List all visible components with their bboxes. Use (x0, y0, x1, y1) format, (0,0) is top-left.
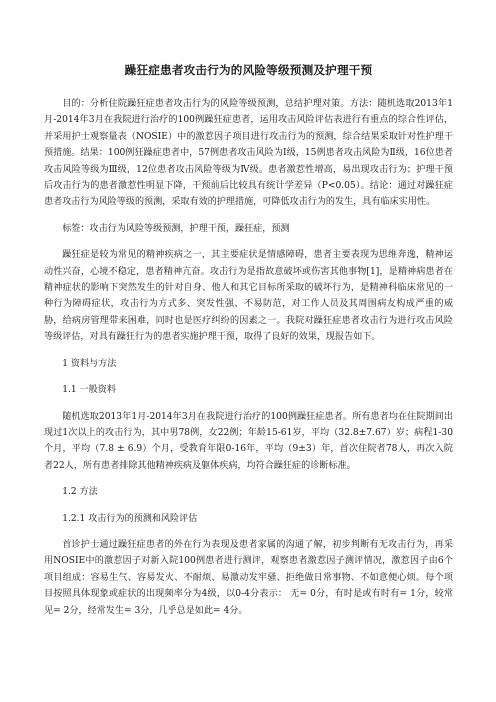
section-heading-1: 1 资料与方法 (62, 358, 117, 369)
section-heading-1-2-1: 1.2.1 攻击行为的预测和风险评估 (62, 513, 198, 524)
abstract-paragraph: 目的：分析住院躁狂症患者攻击行为的风险等级预测，总结护理对策。方法：随机选取2013年1月-2014年3月在我院进行治疗的100例躁狂症患者，运用攻击风险评估表进行有重点的综合性评估，并采用护士观察量表（NOSIE）中的激惹因子项目进行攻击行为的预测，综合结果采取针对性护理干预措施。结果：100例狂躁症患者中，57例患者攻击风险为Ⅰ级，15例患者攻击风险为Ⅱ级，16位患者攻击风险等级为Ⅲ级，12位患者攻击风险等级为Ⅳ级。患者激惹性增高，易出现攻击行为；护理干预后攻击行为的患者激惹性明显下降，干预前后比较具有统计学差异（P<0.05）。结论：通过对躁狂症患者攻击行为风险等级的预测，采取有效的护理措施，可降低攻击行为的发生，具有临床实用性。 (44, 99, 453, 208)
general-info-paragraph: 随机选取2013年1月-2014年3月在我院进行治疗的100例躁狂症患者。所有患者均在住院期间出现过1次以上的攻击行为，其中男78例，女22例；年龄15-61岁，平均（32.8±7.67）岁；病程1-30个月，平均（7.8 ± 6.9）个月，受教育年限0-16年，平均（9±3）年，首次住院者78人，再次入院者22人，所有患者排除其他精神疾病及躯体疾病，均符合躁狂症的诊断标准。 (44, 411, 453, 471)
keywords-paragraph: 标签：攻击行为风险等级预测，护理干预，躁狂症，预测 (62, 223, 290, 234)
section-heading-1-2: 1.2 方法 (62, 487, 98, 498)
document-title: 躁狂症患者攻击行为的风险等级预测及护理干预 (124, 63, 373, 77)
intro-paragraph: 躁狂症是较为常见的精神疾病之一，其主要症状是情感障碍，患者主要表现为思维奔逸，精神运动性兴奋，心境不稳定，患者精神亢奋。攻击行为是指故意破坏或伤害其他事物[1]，是精神病患者在精神症状的影响下突然发生的针对自身、他人和其它目标所采取的破坏行为，是精神科临床常见的一种行为障碍症状，攻击行为方式多、突发性强、不易防范，对工作人员及其周围病友构成严重的威胁，给病房管理带来困难，同时也是医疗纠纷的因素之一。我院对躁狂症患者攻击行为进行攻击风险等级评估，对具有躁狂行为的患者实施护理干预，取得了良好的效果，现报告如下。 (44, 250, 453, 343)
section-heading-1-1: 1.1 一般资料 (62, 385, 116, 396)
method-paragraph: 首诊护士通过躁狂症患者的外在行为表现及患者家属的沟通了解，初步判断有无攻击行为，再采用NOSIE中的激惹因子对新入院100例患者进行测评，观察患者激惹因子测评情况，激惹因子由6个项目组成：容易生气、容易发火、不耐烦、易激动发牢骚、拒绝做日常事物、不如意便心烦。每个项目按照具体现象或症状的出现频率分为4级，以0-4分表示： 无= 0分，有时是或有时有= 1分，较常见= 2分，经常发生= 3分，几乎总是如此= 4分。 (44, 539, 453, 616)
